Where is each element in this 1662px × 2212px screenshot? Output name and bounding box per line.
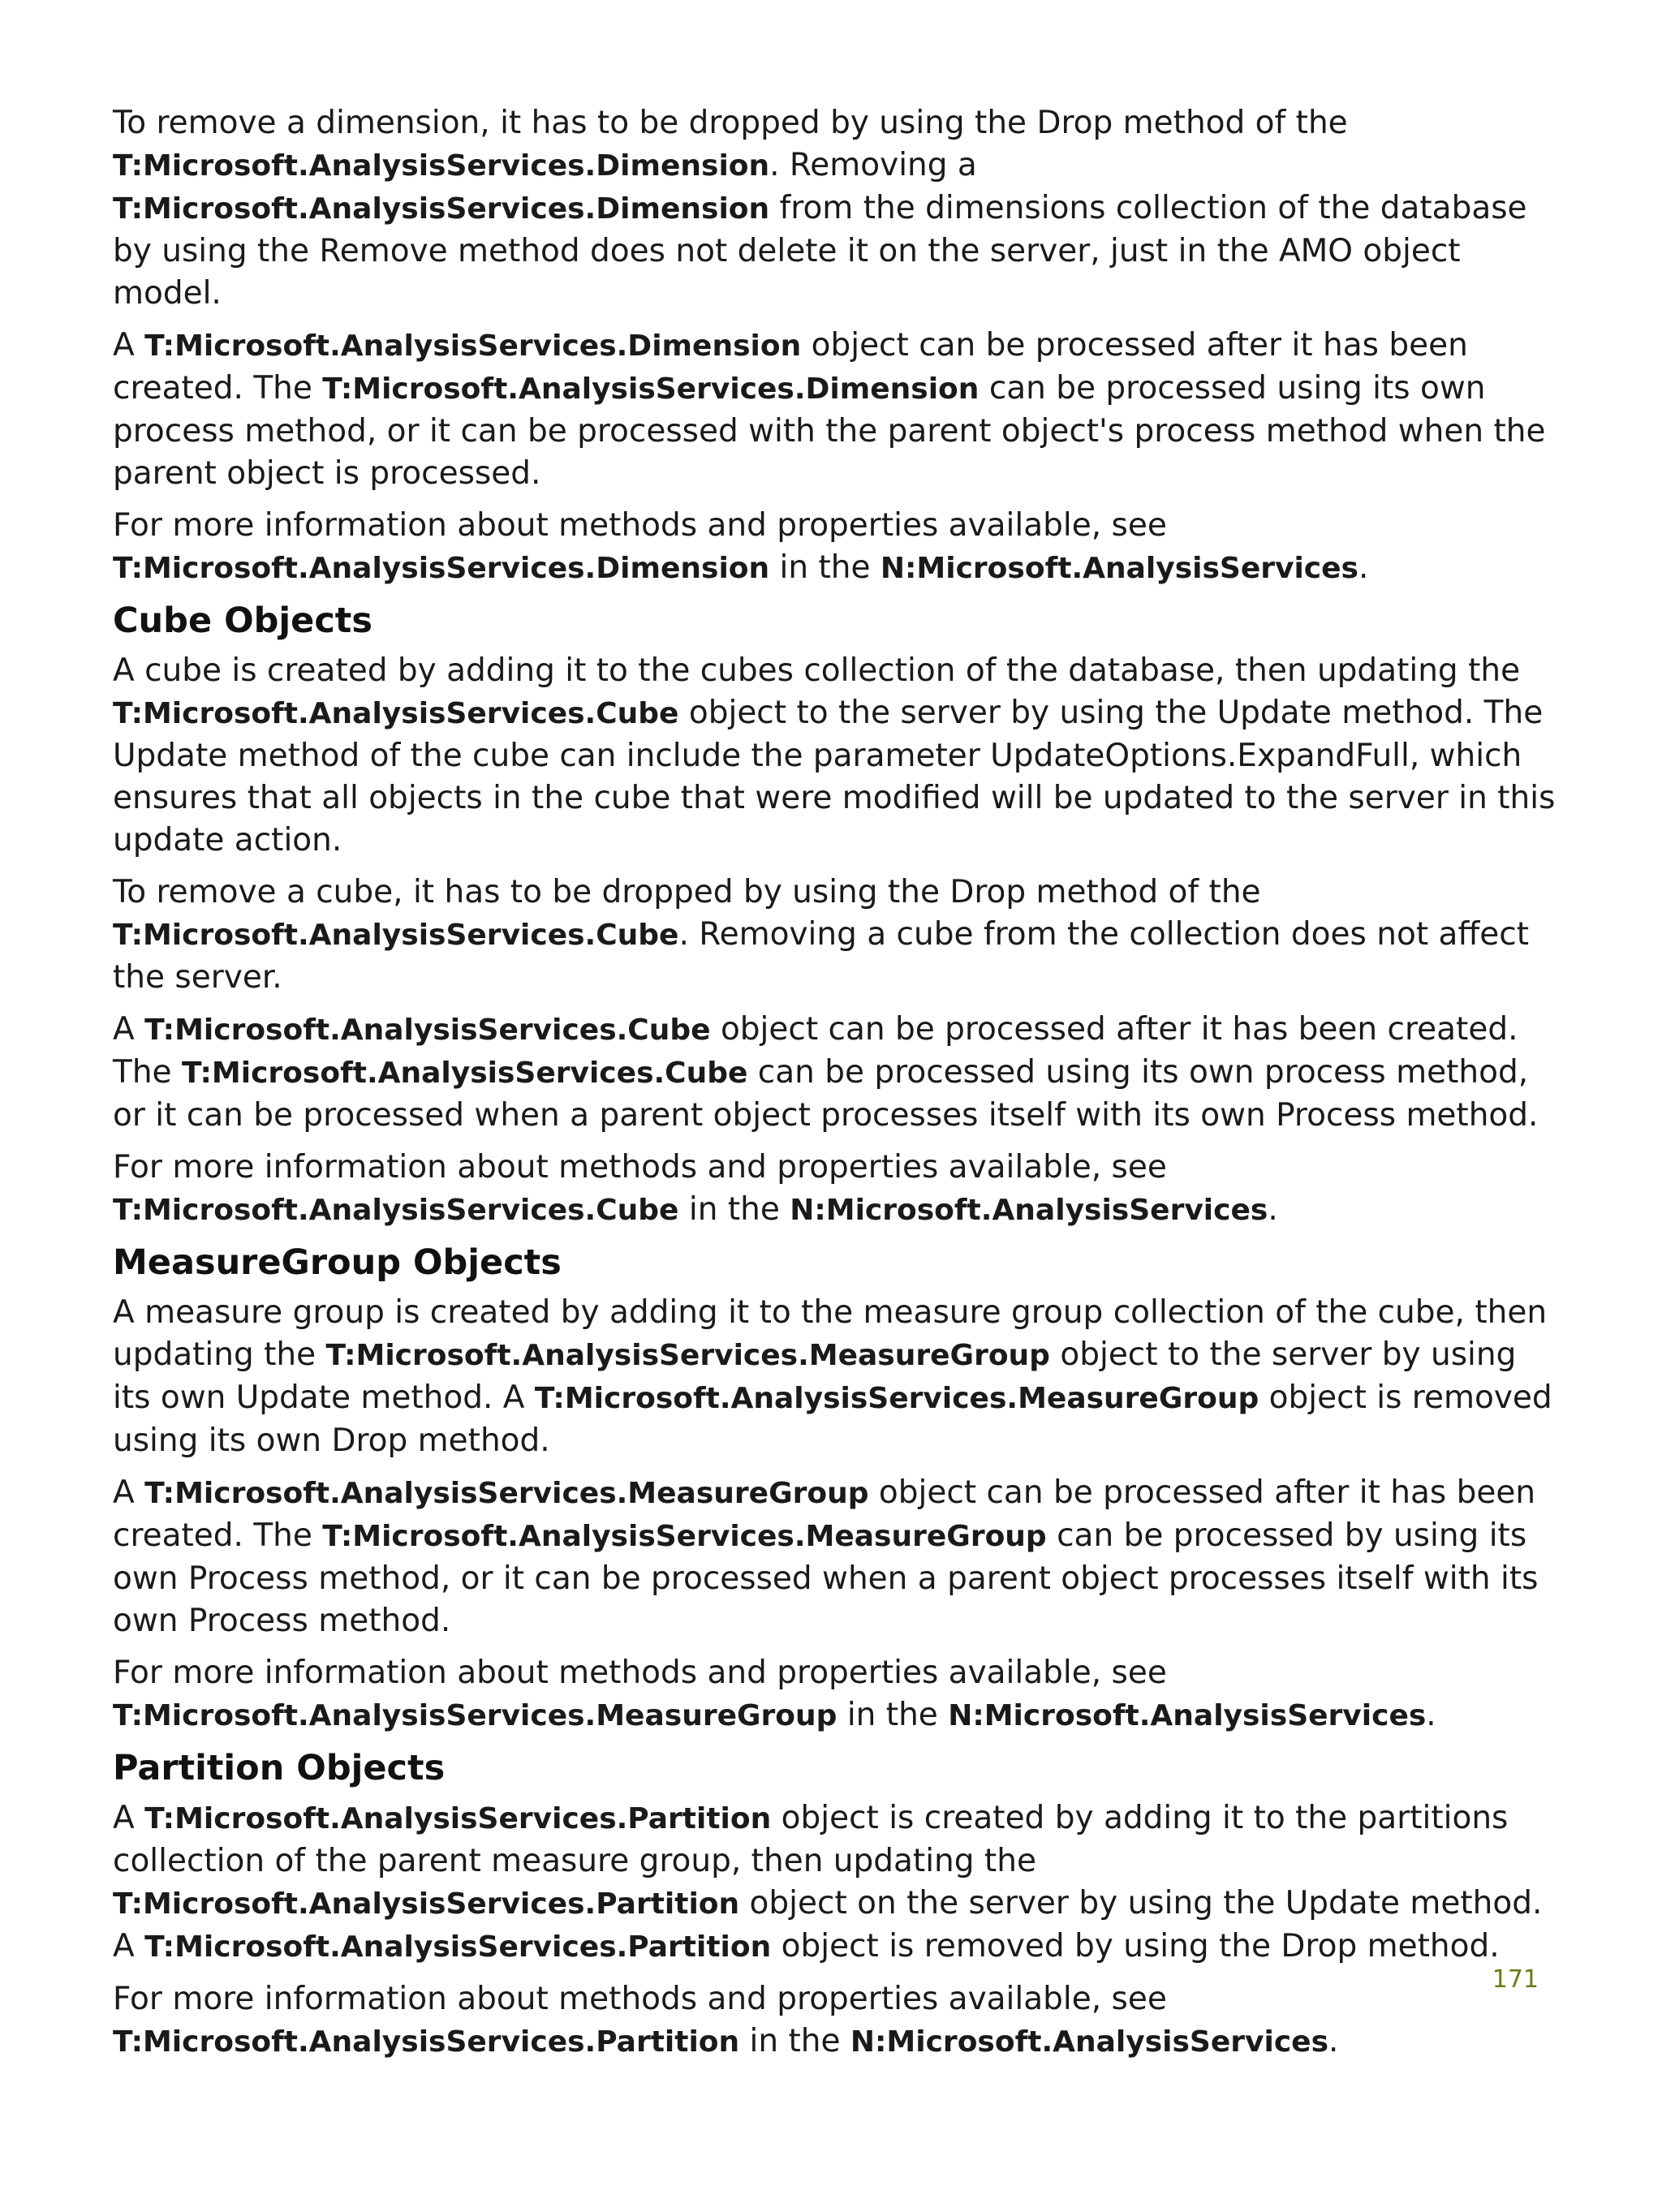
paragraph-cube-process: A T:Microsoft.AnalysisServices.Cube object can be processed after it has been created. The T:Microsoft.AnalysisServices.Cube can be processed using its own process method, or it can be processed when a parent object processes itself with its own Process method. [113,1011,1539,1134]
paragraph-measuregroup-more-info: For more information about methods and properties available, see T:Microsoft.AnalysisServices.MeasureGroup in the N:Microsoft.AnalysisServices. [113,1655,1436,1733]
type-reference: T:Microsoft.AnalysisServices.Partition [144,1930,772,1964]
heading-partition-objects: Partition Objects [113,1748,446,1788]
paragraph-dimension-remove: To remove a dimension, it has to be dropped by using the Drop method of the T:Microsoft.AnalysisServices.Dimension. Removing a T:Microsoft.AnalysisServices.Dimension from the dimensions collection of the database by using the Remove method does not delete it on the server, just in the AMO object model. [113,105,1527,312]
document-body [113,102,1557,2073]
namespace-reference: N:Microsoft.AnalysisServices [790,1194,1268,1227]
heading-cube-objects: Cube Objects [113,600,372,641]
type-reference: T:Microsoft.AnalysisServices.Dimension [322,372,980,406]
paragraph-partition-more-info: For more information about methods and properties available, see T:Microsoft.AnalysisServices.Partition in the N:Microsoft.AnalysisServices. [113,1981,1339,2059]
page-number: 171 [1492,1965,1539,1994]
paragraph-dimension-more-info: For more information about methods and properties available, see T:Microsoft.AnalysisServices.Dimension in the N:Microsoft.AnalysisServices. [113,507,1369,586]
type-reference: T:Microsoft.AnalysisServices.MeasureGroup [325,1339,1050,1372]
type-reference: T:Microsoft.AnalysisServices.MeasureGroup [113,1699,837,1732]
type-reference: T:Microsoft.AnalysisServices.MeasureGroup [534,1382,1259,1415]
paragraph-measuregroup-process: A T:Microsoft.AnalysisServices.MeasureGroup object can be processed after it has been created. The T:Microsoft.AnalysisServices.MeasureGroup can be processed by using its own Process method, or it can be processed when a parent object processes itself with its own Process method. [113,1474,1539,1639]
namespace-reference: N:Microsoft.AnalysisServices [948,1699,1427,1732]
namespace-reference: N:Microsoft.AnalysisServices [880,552,1358,585]
paragraph-cube-remove: To remove a cube, it has to be dropped by using the Drop method of the T:Microsoft.AnalysisServices.Cube. Removing a cube from the collection does not affect the server. [113,874,1530,996]
type-reference: T:Microsoft.AnalysisServices.Cube [113,697,679,730]
paragraph-cube-create: A cube is created by adding it to the cubes collection of the database, then updating the T:Microsoft.AnalysisServices.Cube object to the server by using the Update method. The Update method of the cube can include the parameter UpdateOptions.ExpandFull, which ensures that all objects in the cube that were modified will be updated to the server in this update action. [113,652,1556,859]
type-reference: T:Microsoft.AnalysisServices.Partition [144,1802,772,1835]
type-reference: T:Microsoft.AnalysisServices.Cube [144,1013,711,1047]
paragraph-cube-more-info: For more information about methods and properties available, see T:Microsoft.AnalysisServices.Cube in the N:Microsoft.AnalysisServices. [113,1149,1278,1228]
paragraph-dimension-process: A T:Microsoft.AnalysisServices.Dimension object can be processed after it has been created. The T:Microsoft.AnalysisServices.Dimension can be processed using its own process method, or it can be processed with the parent object's process method when the parent object is processed. [113,327,1546,492]
heading-measuregroup-objects: MeasureGroup Objects [113,1242,562,1283]
type-reference: T:Microsoft.AnalysisServices.Dimension [113,552,770,585]
paragraph-partition-create: A T:Microsoft.AnalysisServices.Partition object is created by adding it to the partitions collection of the parent measure group, then updating the T:Microsoft.AnalysisServices.Partition object on the server by using the Update method. A T:Microsoft.AnalysisServices.Partition object is removed by using the Drop method. [113,1800,1543,1965]
type-reference: T:Microsoft.AnalysisServices.Dimension [113,149,770,183]
type-reference: T:Microsoft.AnalysisServices.Partition [113,1887,740,1921]
type-reference: T:Microsoft.AnalysisServices.Dimension [144,329,802,363]
type-reference: T:Microsoft.AnalysisServices.Cube [113,1194,679,1227]
type-reference: T:Microsoft.AnalysisServices.Cube [113,919,679,952]
type-reference: T:Microsoft.AnalysisServices.Partition [113,2025,740,2059]
type-reference: T:Microsoft.AnalysisServices.MeasureGroup [144,1477,869,1510]
namespace-reference: N:Microsoft.AnalysisServices [850,2025,1329,2059]
paragraph-measuregroup-create: A measure group is created by adding it to the measure group collection of the cube, then updating the T:Microsoft.AnalysisServices.MeasureGroup object to the server by using its own Update method. A T:Microsoft.AnalysisServices.MeasureGroup object is removed using its own Drop method. [113,1294,1552,1459]
type-reference: T:Microsoft.AnalysisServices.MeasureGroup [322,1520,1047,1553]
type-reference: T:Microsoft.AnalysisServices.Dimension [113,192,770,226]
type-reference: T:Microsoft.AnalysisServices.Cube [181,1057,748,1090]
